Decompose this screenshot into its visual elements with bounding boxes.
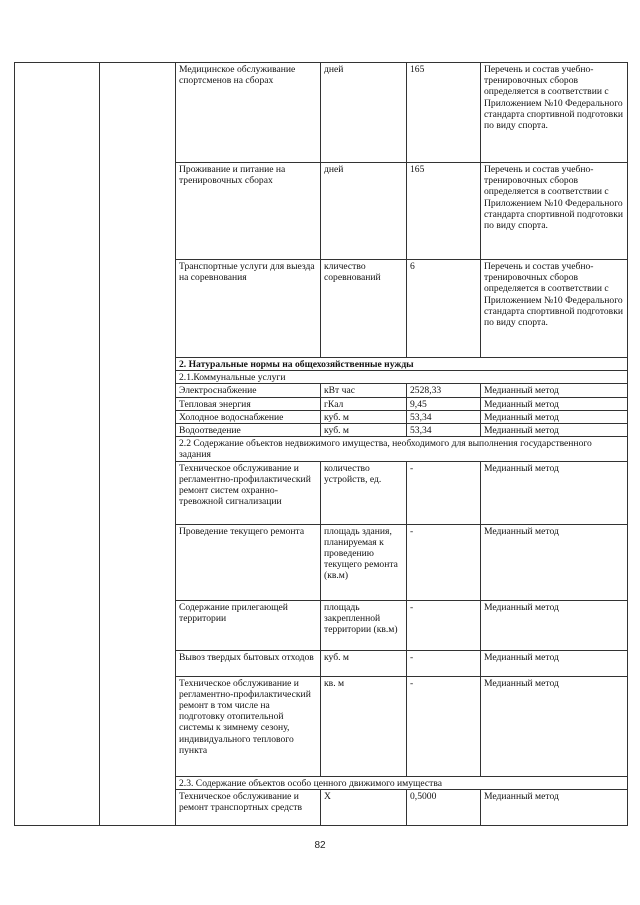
value-cell: 165 (407, 163, 481, 260)
value-cell: - (407, 461, 481, 524)
norm-name-cell: Содержание прилегающей территории (176, 600, 321, 650)
method-cell: Перечень и состав учебно-тренировочных сборов определяется в соответствии с Приложением №10 Федерального стандарта спортивной подготовки по виду спорта. (481, 163, 628, 260)
value-cell: 9,45 (407, 397, 481, 410)
value-cell: - (407, 676, 481, 776)
unit-cell: количество устройств, ед. (321, 461, 407, 524)
subsection-title: 2.1.Коммунальные услуги (176, 371, 628, 384)
unit-cell: кВт час (321, 384, 407, 397)
norm-name-cell: Холодное водоснабжение (176, 410, 321, 423)
value-cell: 0,5000 (407, 789, 481, 825)
norm-name-cell: Водоотведение (176, 424, 321, 437)
method-cell: Медианный метод (481, 524, 628, 600)
value-cell: 53,34 (407, 424, 481, 437)
value-cell: - (407, 600, 481, 650)
value-cell: 53,34 (407, 410, 481, 423)
norm-name-cell: Электроснабжение (176, 384, 321, 397)
method-cell: Медианный метод (481, 397, 628, 410)
norm-name-cell: Тепловая энергия (176, 397, 321, 410)
unit-cell: кв. м (321, 676, 407, 776)
norm-name-cell: Проведение текущего ремонта (176, 524, 321, 600)
unit-cell: гКал (321, 397, 407, 410)
method-cell: Медианный метод (481, 789, 628, 825)
method-cell: Медианный метод (481, 676, 628, 776)
section-title: 2. Натуральные нормы на общехозяйственные нужды (176, 358, 628, 371)
method-cell: Медианный метод (481, 461, 628, 524)
method-cell: Медианный метод (481, 650, 628, 676)
norm-name-cell: Проживание и питание на тренировочных сборах (176, 163, 321, 260)
unit-cell: площадь закрепленной территории (кв.м) (321, 600, 407, 650)
value-cell: - (407, 650, 481, 676)
unit-cell: дней (321, 163, 407, 260)
unit-cell: куб. м (321, 650, 407, 676)
method-cell: Медианный метод (481, 384, 628, 397)
unit-cell: площадь здания, планируемая к проведению текущего ремонта (кв.м) (321, 524, 407, 600)
value-cell: 2528,33 (407, 384, 481, 397)
value-cell: 6 (407, 260, 481, 358)
value-cell: - (407, 524, 481, 600)
unit-cell: куб. м (321, 424, 407, 437)
second-margin-column (100, 63, 176, 826)
method-cell: Медианный метод (481, 600, 628, 650)
norm-name-cell: Транспортные услуги для выезда на соревнования (176, 260, 321, 358)
norm-name-cell: Техническое обслуживание и регламентно-профилактический ремонт в том числе на подготовку отопительной системы к зимнему сезону, индивидуального теплового пункта (176, 676, 321, 776)
method-cell: Медианный метод (481, 424, 628, 437)
norm-name-cell: Техническое обслуживание и ремонт транспортных средств (176, 789, 321, 825)
page-number: 82 (314, 840, 326, 851)
subsection-title: 2.3. Содержание объектов особо ценного движимого имущества (176, 776, 628, 789)
norm-name-cell: Техническое обслуживание и регламентно-профилактический ремонт систем охранно-тревожной сигнализации (176, 461, 321, 524)
method-cell: Медианный метод (481, 410, 628, 423)
subsection-title: 2.2 Содержание объектов недвижимого имущества, необходимого для выполнения государственного задания (176, 437, 628, 461)
value-cell: 165 (407, 63, 481, 163)
norms-table (14, 62, 628, 826)
norm-name-cell: Вывоз твердых бытовых отходов (176, 650, 321, 676)
unit-cell: кличество соревнований (321, 260, 407, 358)
unit-cell: дней (321, 63, 407, 163)
norm-name-cell: Медицинское обслуживание спортсменов на сборах (176, 63, 321, 163)
left-margin-column (15, 63, 100, 826)
method-cell: Перечень и состав учебно-тренировочных сборов определяется в соответствии с Приложением №10 Федерального стандарта спортивной подготовки по виду спорта. (481, 63, 628, 163)
unit-cell: Х (321, 789, 407, 825)
table-row (15, 63, 628, 163)
method-cell: Перечень и состав учебно-тренировочных сборов определяется в соответствии с Приложением №10 Федерального стандарта спортивной подготовки по виду спорта. (481, 260, 628, 358)
unit-cell: куб. м (321, 410, 407, 423)
